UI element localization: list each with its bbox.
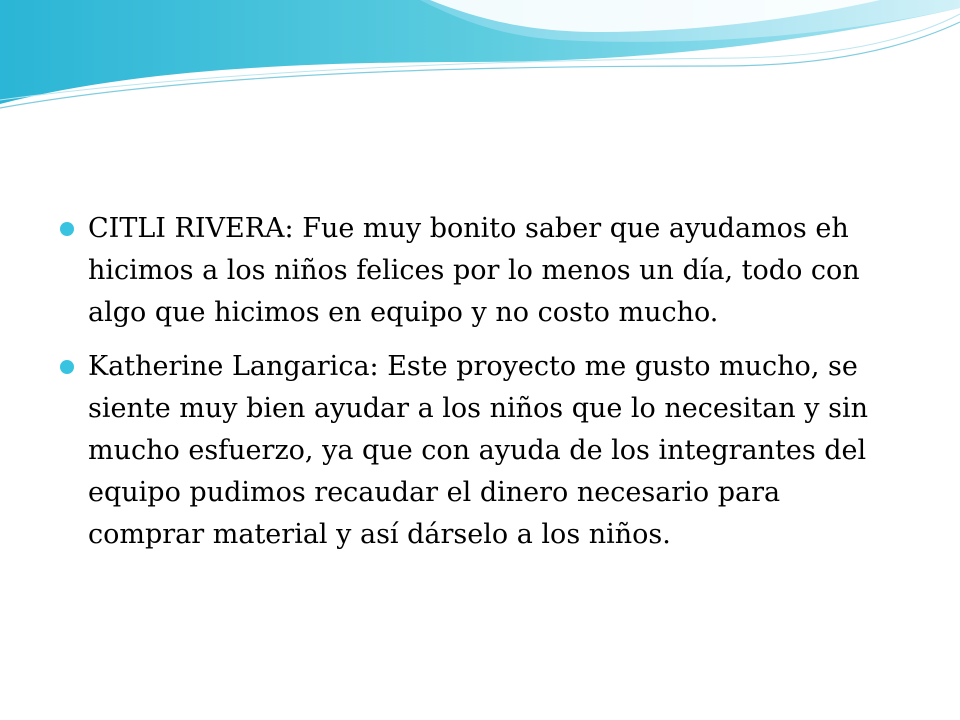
bullet-list [60,208,900,556]
bullet-text: Katherine Langarica: Este proyecto me gusto mucho, se siente muy bien ayudar a los niños que lo necesitan y sin mucho esfuerzo, ya que con ayuda de los integrantes del equipo pudimos recaudar el dinero necesario para comprar material y así dárselo a los niños. [88,351,868,550]
bullet-dot-icon [60,360,74,374]
bullet-item-citli-rivera [60,208,900,334]
header-wave-decoration [0,0,960,130]
bullet-text: CITLI RIVERA: Fue muy bonito saber que ayudamos eh hicimos a los niños felices por lo menos un día, todo con algo que hicimos en equipo y no costo mucho. [88,213,860,328]
slide-content [60,208,900,568]
bullet-item-katherine-langarica [60,346,900,556]
bullet-dot-icon [60,222,74,236]
